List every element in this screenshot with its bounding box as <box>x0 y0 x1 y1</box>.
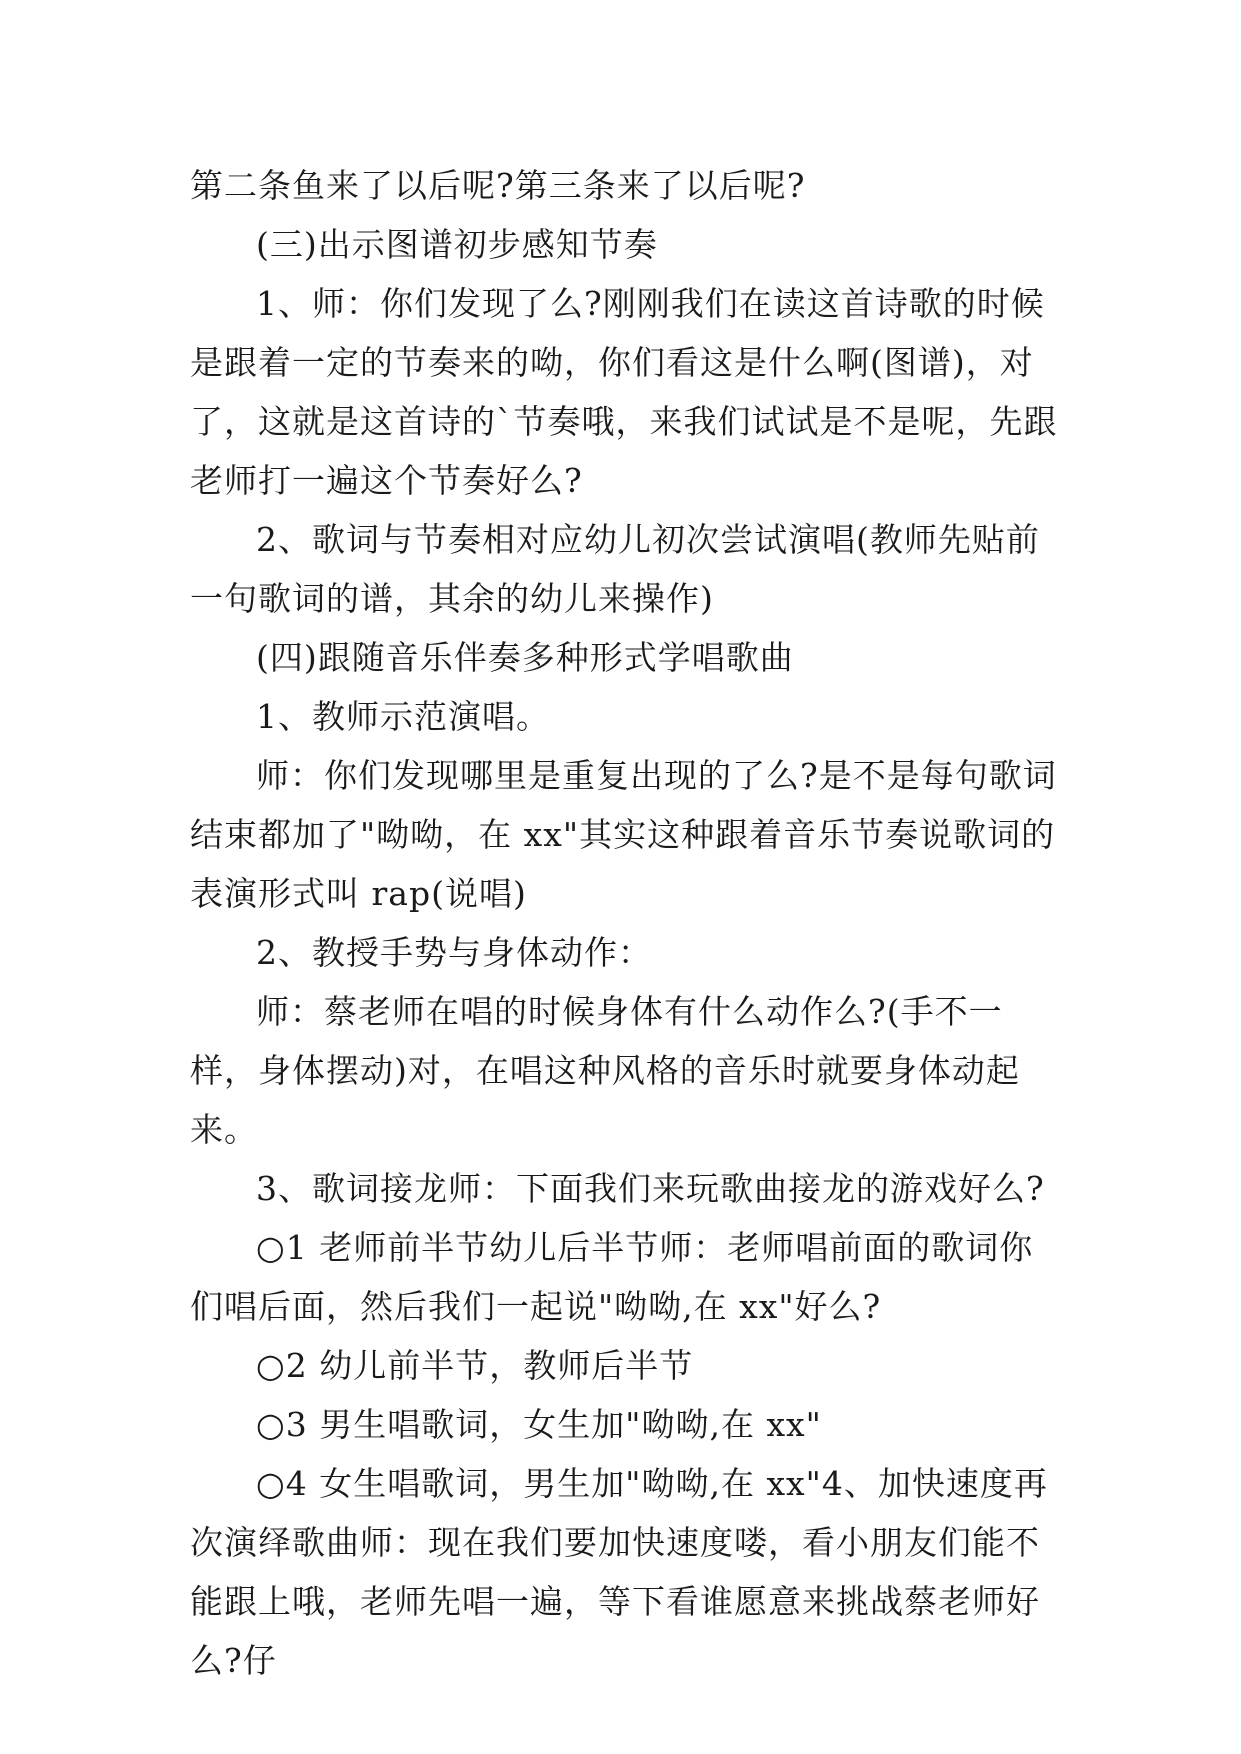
paragraph: 师：蔡老师在唱的时候身体有什么动作么?(手不一样，身体摆动)对，在唱这种风格的音乐时就要身体动起来。 <box>190 992 1020 1149</box>
paragraph: 第二条鱼来了以后呢?第三条来了以后呢? <box>190 166 806 205</box>
list-item: ○2 幼儿前半节，教师后半节 <box>256 1346 694 1385</box>
document-body <box>190 156 1060 1690</box>
section-heading-4: (四)跟随音乐伴奏多种形式学唱歌曲 <box>256 638 794 677</box>
paragraph: 师：你们发现哪里是重复出现的了么?是不是每句歌词结束都加了"呦呦，在 xx"其实这种跟着音乐节奏说歌词的表演形式叫 rap(说唱) <box>190 756 1057 913</box>
list-item: ○3 男生唱歌词，女生加"呦呦,在 xx" <box>256 1405 822 1444</box>
section-heading-3: (三)出示图谱初步感知节奏 <box>256 225 658 264</box>
list-item: ○1 老师前半节幼儿后半节师：老师唱前面的歌词你们唱后面，然后我们一起说"呦呦,在 xx"好么? <box>190 1228 1034 1326</box>
paragraph: 1、教师示范演唱。 <box>256 697 550 736</box>
list-item: ○4 女生唱歌词，男生加"呦呦,在 xx"4、加快速度再次演绎歌曲师：现在我们要加快速度喽，看小朋友们能不能跟上哦，老师先唱一遍，等下看谁愿意来挑战蔡老师好么?仔 <box>190 1464 1048 1680</box>
paragraph: 1、师：你们发现了么?刚刚我们在读这首诗歌的时候是跟着一定的节奏来的呦，你们看这是什么啊(图谱)，对了，这就是这首诗的`节奏哦，来我们试试是不是呢，先跟老师打一遍这个节奏好么? <box>190 284 1058 500</box>
paragraph: 2、歌词与节奏相对应幼儿初次尝试演唱(教师先贴前一句歌词的谱，其余的幼儿来操作) <box>190 520 1040 618</box>
paragraph: 3、歌词接龙师：下面我们来玩歌曲接龙的游戏好么? <box>256 1169 1045 1208</box>
paragraph: 2、教授手势与身体动作： <box>256 933 652 972</box>
